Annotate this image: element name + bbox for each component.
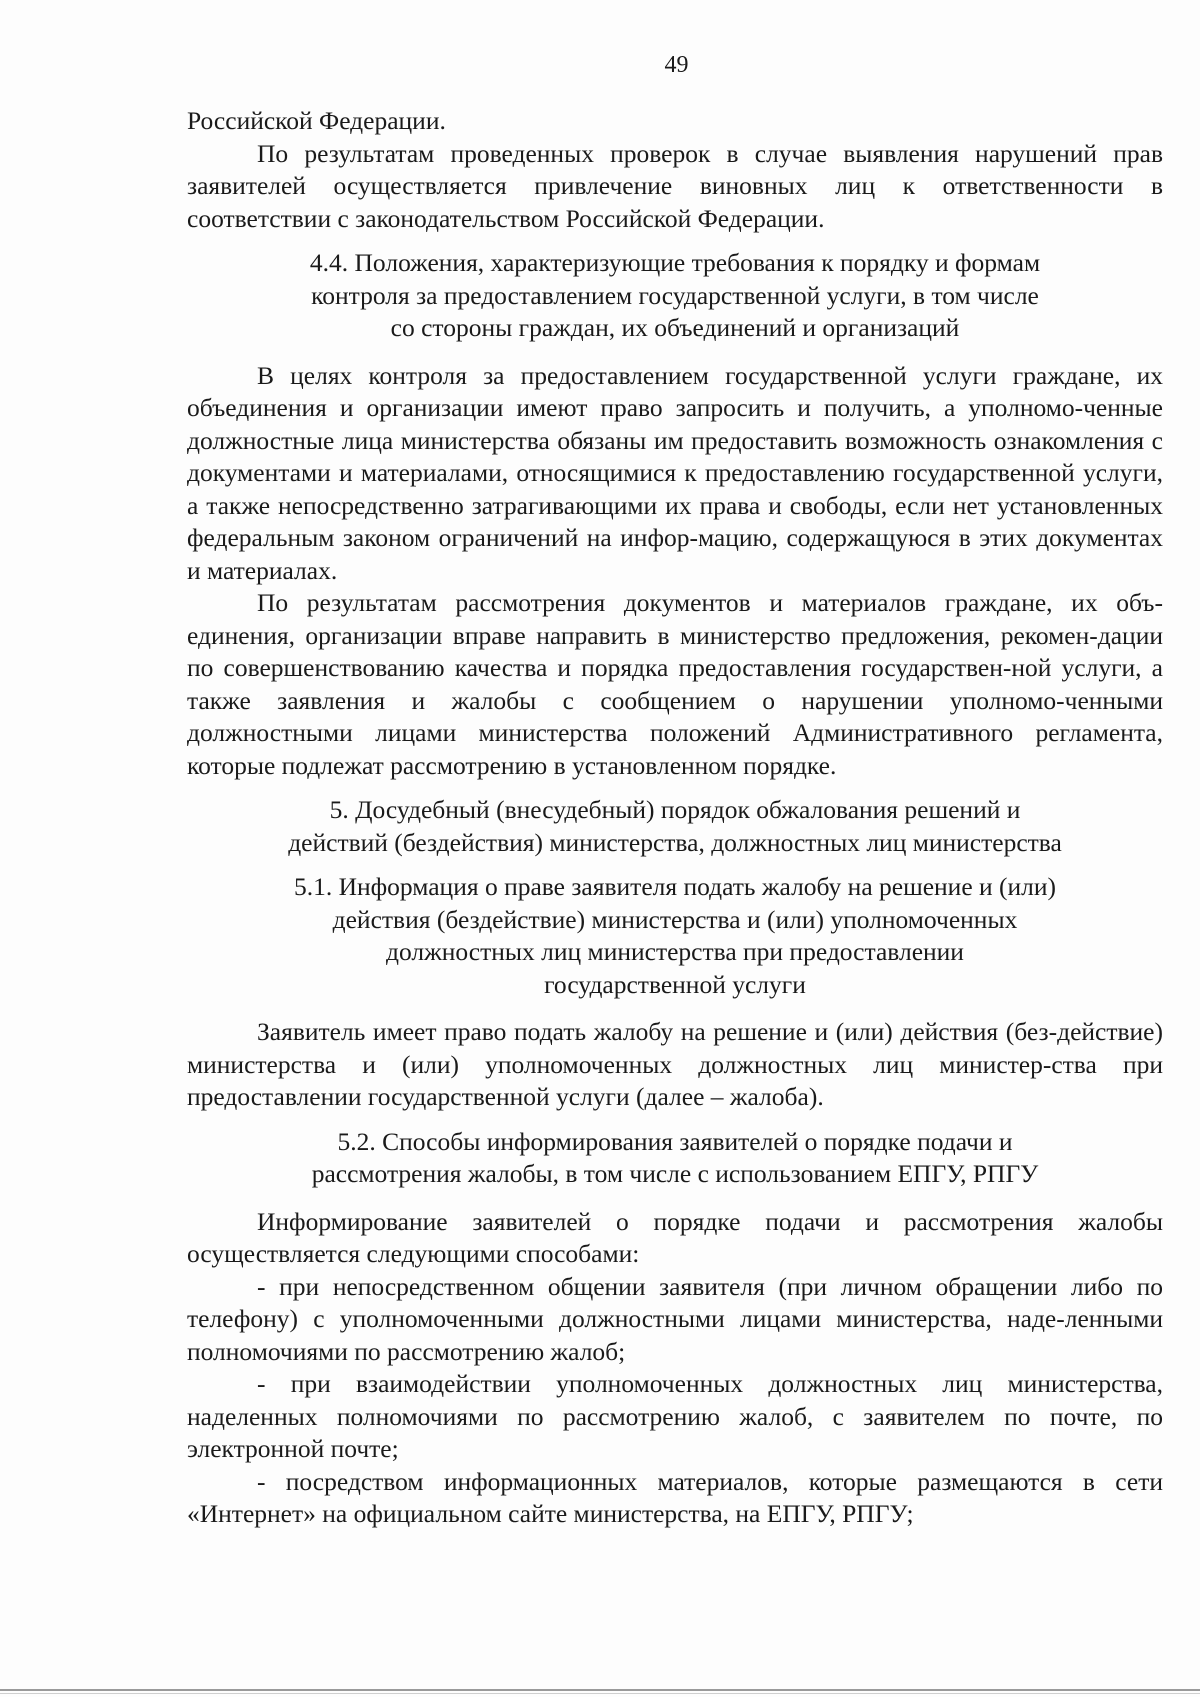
heading-line: 4.4. Положения, характеризующие требования к порядку и формам: [309, 248, 1041, 277]
list-item-internet-materials: - посредством информационных материалов, которые размещаются в сети «Интернет» на официальном сайте министерства, на ЕПГУ, РПГУ;: [187, 1466, 1163, 1528]
page-body: [187, 105, 1163, 1531]
heading-line: государственной услуги: [544, 969, 806, 999]
paragraph-review-results: По результатам рассмотрения документов и материалов граждане, их объ-единения, организации вправе направить в министерство предложения, рекомен-дации по совершенствованию качества и порядка предоставления государствен-ной услуги, а также заявления и жалобы с сообщением о нарушении уполномо-ченными должностными лицами министерства положений Административного регламента, которые подлежат рассмотрению в установленном порядке.: [187, 588, 1163, 780]
scan-edge-divider: [0, 1689, 1200, 1691]
paragraph-continuation: Российской Федерации.: [187, 106, 446, 135]
page-number: 49: [664, 52, 689, 78]
heading-line: действий (бездействия) министерства, должностных лиц министерства: [288, 827, 1062, 857]
heading-line: со стороны граждан, их объединений и организаций: [390, 313, 960, 342]
paragraph-complaint-right: Заявитель имеет право подать жалобу на решение и (или) действия (без-действие) министерства и (или) уполномоченных должностных лиц министер-ства при предоставлении государственной услуги (далее – жалоба).: [187, 1017, 1163, 1111]
heading-4-4: [187, 247, 1163, 345]
scan-edge-divider: [0, 1693, 1200, 1694]
heading-line: 5. Досудебный (внесудебный) порядок обжалования решений и: [329, 795, 1021, 824]
heading-line: должностных лиц министерства при предоставлении: [386, 937, 964, 966]
heading-5-1: [187, 871, 1163, 1001]
heading-section-5: [187, 794, 1163, 859]
heading-5-2: [187, 1126, 1163, 1191]
paragraph-control-rights: В целях контроля за предоставлением государственной услуги граждане, их объединения и организации имеют право запросить и получить, а уполномо-ченные должностные лица министерства обязаны им предоставить возможность ознакомления с документами и материалами, относящимися к предоставлению государственной услуги, а также непосредственно затрагивающими их права и свободы, если нет установленных федеральным законом ограничений на инфор-мацию, содержащуюся в этих документах и материалах.: [187, 360, 1163, 585]
list-item-mail-contact: - при взаимодействии уполномоченных должностных лиц министерства, наделенных полномочиями по рассмотрению жалоб, с заявителем по почте, по электронной почте;: [187, 1369, 1163, 1463]
heading-line: 5.2. Способы информирования заявителей о порядке подачи и: [337, 1126, 1013, 1156]
paragraph-inspection-results: По результатам проведенных проверок в случае выявления нарушений прав заявителей осуществляется привлечение виновных лиц к ответственности в соответствии с законодательством Российской Федерации.: [187, 138, 1163, 233]
heading-line: контроля за предоставлением государственной услуги, в том числе: [311, 280, 1039, 310]
heading-line: 5.1. Информация о праве заявителя подать жалобу на решение и (или): [293, 872, 1057, 901]
list-item-direct-contact: - при непосредственном общении заявителя (при личном обращении либо по телефону) с уполномоченными должностными лицами министерства, наде-ленными полномочиями по рассмотрению жалоб;: [187, 1271, 1163, 1366]
heading-line: рассмотрения жалобы, в том числе с использованием ЕПГУ, РПГУ: [311, 1159, 1039, 1188]
paragraph-informing-methods: Информирование заявителей о порядке подачи и рассмотрения жалобы осуществляется следующими способами:: [187, 1206, 1163, 1268]
heading-line: действия (бездействие) министерства и (или) уполномоченных: [332, 904, 1018, 934]
